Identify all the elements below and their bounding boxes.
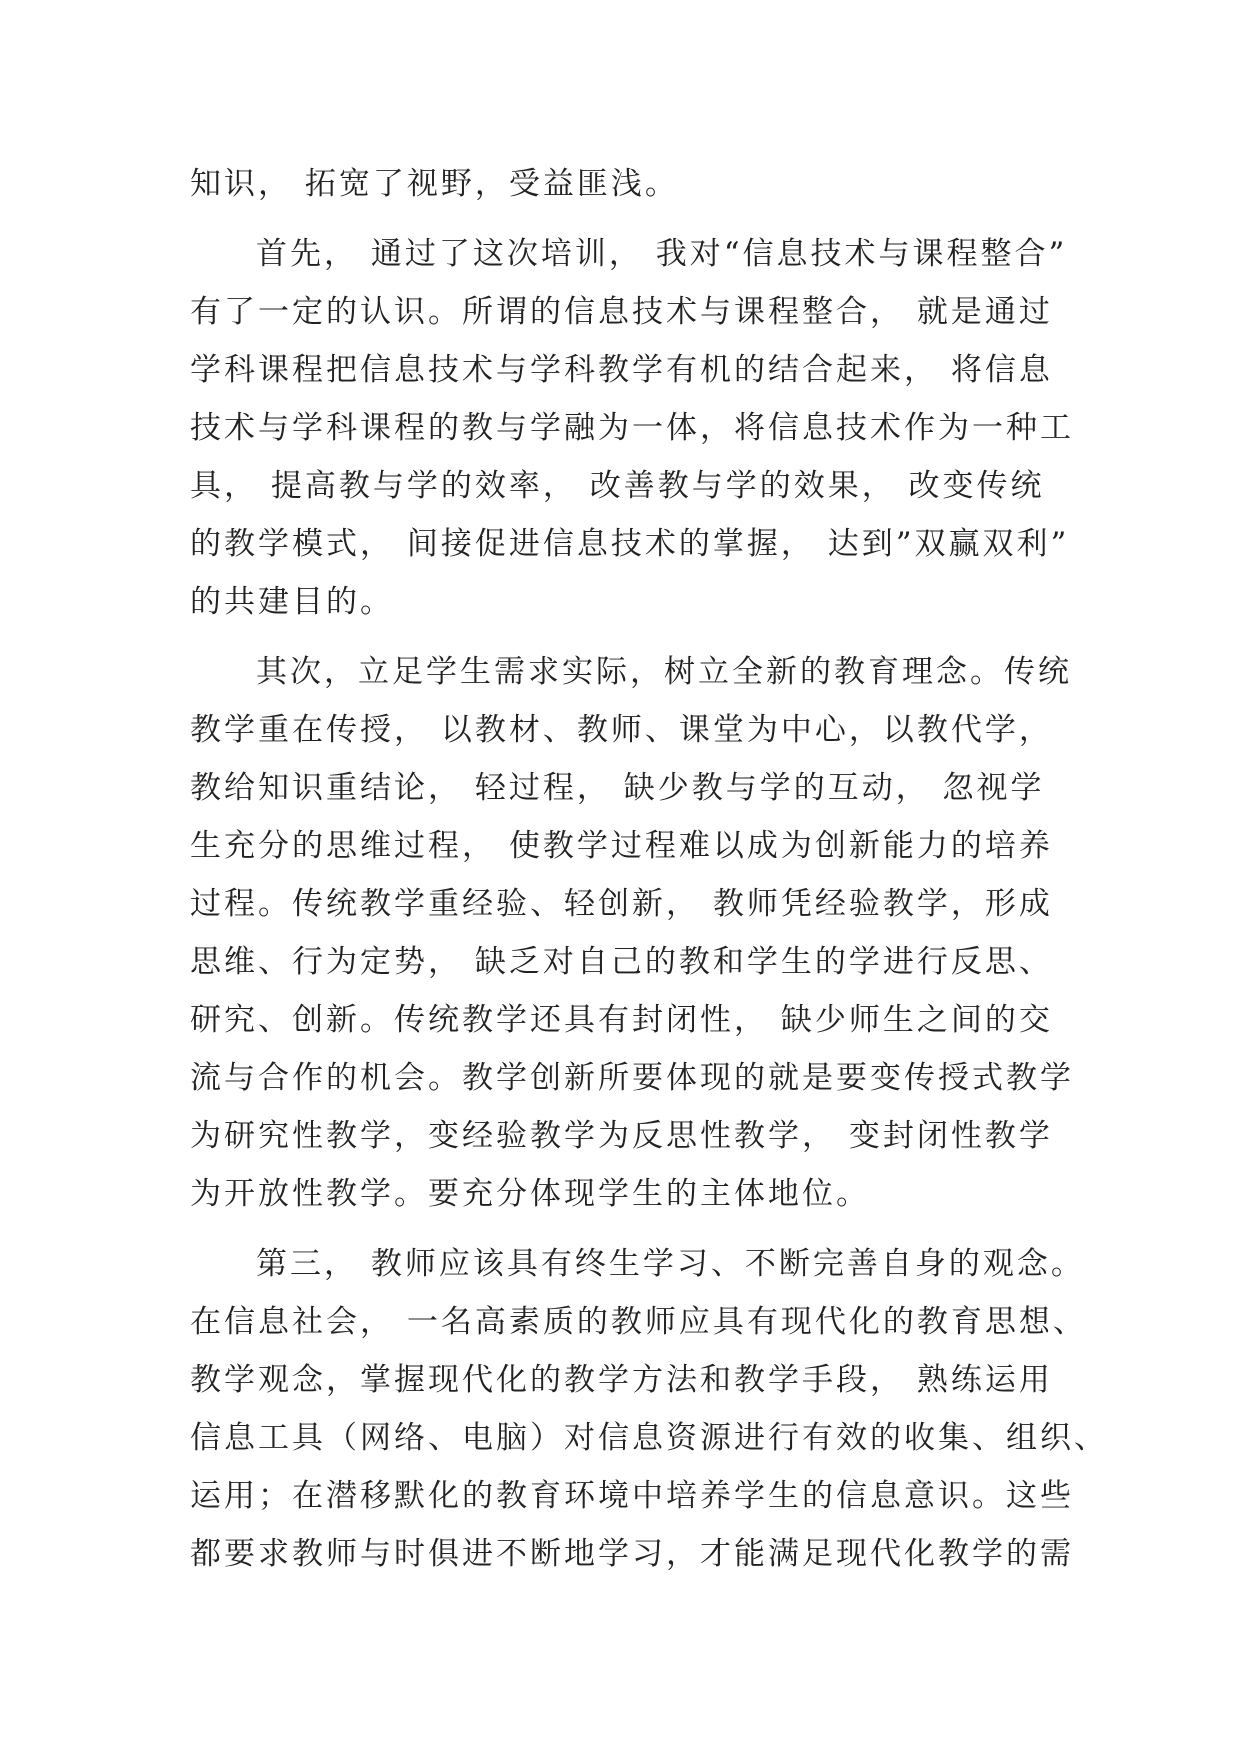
text-line-paragraph-start: 第三， 教师应该具有终生学习、不断完善自身的观念。	[256, 1246, 1085, 1282]
text-line: 为研究性教学，变经验教学为反思性教学， 变封闭性教学	[190, 1118, 1053, 1154]
document-body	[190, 155, 1108, 1583]
text-line: 的共建目的。	[190, 584, 394, 620]
text-line: 学科课程把信息技术与学科教学有机的结合起来， 将信息	[190, 352, 1053, 388]
text-line: 在信息社会， 一名高素质的教师应具有现代化的教育思想、	[190, 1304, 1087, 1340]
text-line: 知识， 拓宽了视野，受益匪浅。	[190, 166, 679, 202]
text-line: 运用；在潜移默化的教育环境中培养学生的信息意识。这些	[190, 1478, 1074, 1514]
text-line: 具， 提高教与学的效率， 改善教与学的效果， 改变传统	[190, 468, 1045, 504]
text-line: 有了一定的认识。所谓的信息技术与课程整合， 就是通过	[190, 294, 1053, 330]
text-line: 的教学模式， 间接促进信息技术的掌握， 达到”双赢双利”	[190, 526, 1070, 562]
text-line: 思维、行为定势， 缺乏对自己的教和学生的学进行反思、	[190, 944, 1053, 980]
text-line-paragraph-start: 首先， 通过了这次培训， 我对“信息技术与课程整合”	[256, 236, 1068, 272]
text-line: 教给知识重结论， 轻过程， 缺少教与学的互动， 忽视学	[190, 770, 1045, 806]
text-line: 过程。传统教学重经验、轻创新， 教师凭经验教学，形成	[190, 886, 1053, 922]
text-line: 研究、创新。传统教学还具有封闭性， 缺少师生之间的交	[190, 1002, 1053, 1038]
text-line: 都要求教师与时俱进不断地学习，才能满足现代化教学的需	[190, 1536, 1074, 1572]
text-line: 教学观念，掌握现代化的教学方法和教学手段， 熟练运用	[190, 1362, 1053, 1398]
text-line: 为开放性教学。要充分体现学生的主体地位。	[190, 1176, 870, 1212]
text-line: 信息工具（网络、电脑）对信息资源进行有效的收集、组织、	[190, 1420, 1108, 1456]
text-line: 教学重在传授， 以教材、教师、课堂为中心，以教代学，	[190, 712, 1053, 748]
text-line: 技术与学科课程的教与学融为一体，将信息技术作为一种工	[190, 410, 1074, 446]
text-line-paragraph-start: 其次，立足学生需求实际，树立全新的教育理念。传统	[256, 654, 1072, 690]
text-line: 流与合作的机会。教学创新所要体现的就是要变传授式教学	[190, 1060, 1074, 1096]
text-line: 生充分的思维过程， 使教学过程难以成为创新能力的培养	[190, 828, 1053, 864]
